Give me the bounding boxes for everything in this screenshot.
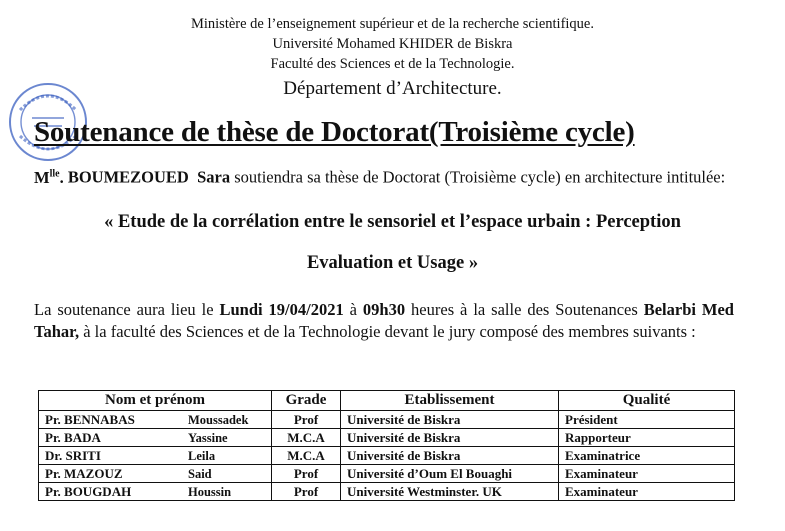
jury-member-role: Examinateur xyxy=(559,483,735,501)
jury-member-institution: Université de Biskra xyxy=(341,447,559,465)
table-row xyxy=(39,483,735,501)
jury-member-institution: Université de Biskra xyxy=(341,411,559,429)
jury-member-role: Examinateur xyxy=(559,465,735,483)
table-row xyxy=(39,465,735,483)
document-header xyxy=(0,14,785,102)
jury-table xyxy=(38,390,735,501)
jury-member-grade: Prof xyxy=(272,465,341,483)
candidate-intro xyxy=(34,164,734,187)
defense-details: La soutenance aura lieu le Lundi 19/04/2021 à 09h30 heures à la salle des Soutenances Belarbi Med Tahar, à la faculté des Sciences et de la Technologie devant le jury composé des membres suivants : xyxy=(34,300,734,341)
intro-text: soutiendra sa thèse de Doctorat (Troisième cycle) en architecture intitulée: xyxy=(234,167,726,187)
jury-member-role: Président xyxy=(559,411,735,429)
defense-date: Lundi 19/04/2021 xyxy=(219,300,344,319)
jury-member-grade: Prof xyxy=(272,411,341,429)
candidate-surname: BOUMEZOUED xyxy=(67,167,189,187)
jury-member-institution: Université Westminster. UK xyxy=(341,483,559,501)
thesis-title-line-1: « Etude de la corrélation entre le sensoriel et l’espace urbain : Perception xyxy=(104,212,681,232)
jury-member-role: Rapporteur xyxy=(559,429,735,447)
thesis-title-line-2: Evaluation et Usage » xyxy=(306,253,479,273)
page-title: Soutenance de thèse de Doctorat(Troisième cycle) xyxy=(34,116,635,148)
jury-member-grade: M.C.A xyxy=(272,447,341,465)
ministry-line: Ministère de l’enseignement supérieur et de la recherche scientifique. xyxy=(190,16,594,32)
col-header-grade: Grade xyxy=(272,391,341,411)
col-header-institution: Etablissement xyxy=(341,391,559,411)
table-row xyxy=(39,429,735,447)
faculty-line: Faculté des Sciences et de la Technologie. xyxy=(270,56,515,72)
jury-member-institution: Université de Biskra xyxy=(341,429,559,447)
jury-member-name: Pr. MAZOUZ Said xyxy=(39,465,272,483)
jury-member-name: Pr. BOUGDAH Houssin xyxy=(39,483,272,501)
candidate-firstname: Sara xyxy=(197,167,231,187)
university-line: Université Mohamed KHIDER de Biskra xyxy=(272,36,513,52)
jury-member-name: Dr. SRITI Leila xyxy=(39,447,272,465)
jury-member-grade: Prof xyxy=(272,483,341,501)
jury-member-name: Pr. BENNABAS Moussadek xyxy=(39,411,272,429)
col-header-role: Qualité xyxy=(559,391,735,411)
jury-header-row xyxy=(39,391,735,411)
table-row xyxy=(39,411,735,429)
department-line: Département d’Architecture. xyxy=(283,78,502,99)
jury-member-institution: Université d’Oum El Bouaghi xyxy=(341,465,559,483)
defense-time: 09h30 xyxy=(362,300,406,319)
table-row xyxy=(39,447,735,465)
jury-member-role: Examinatrice xyxy=(559,447,735,465)
candidate-honorific: $M^{lle}$. xyxy=(34,167,64,187)
jury-member-name: Pr. BADA Yassine xyxy=(39,429,272,447)
col-header-name: Nom et prénom xyxy=(39,391,272,411)
defense-room: Belarbi Med Tahar, xyxy=(34,300,734,341)
jury-member-grade: M.C.A xyxy=(272,429,341,447)
